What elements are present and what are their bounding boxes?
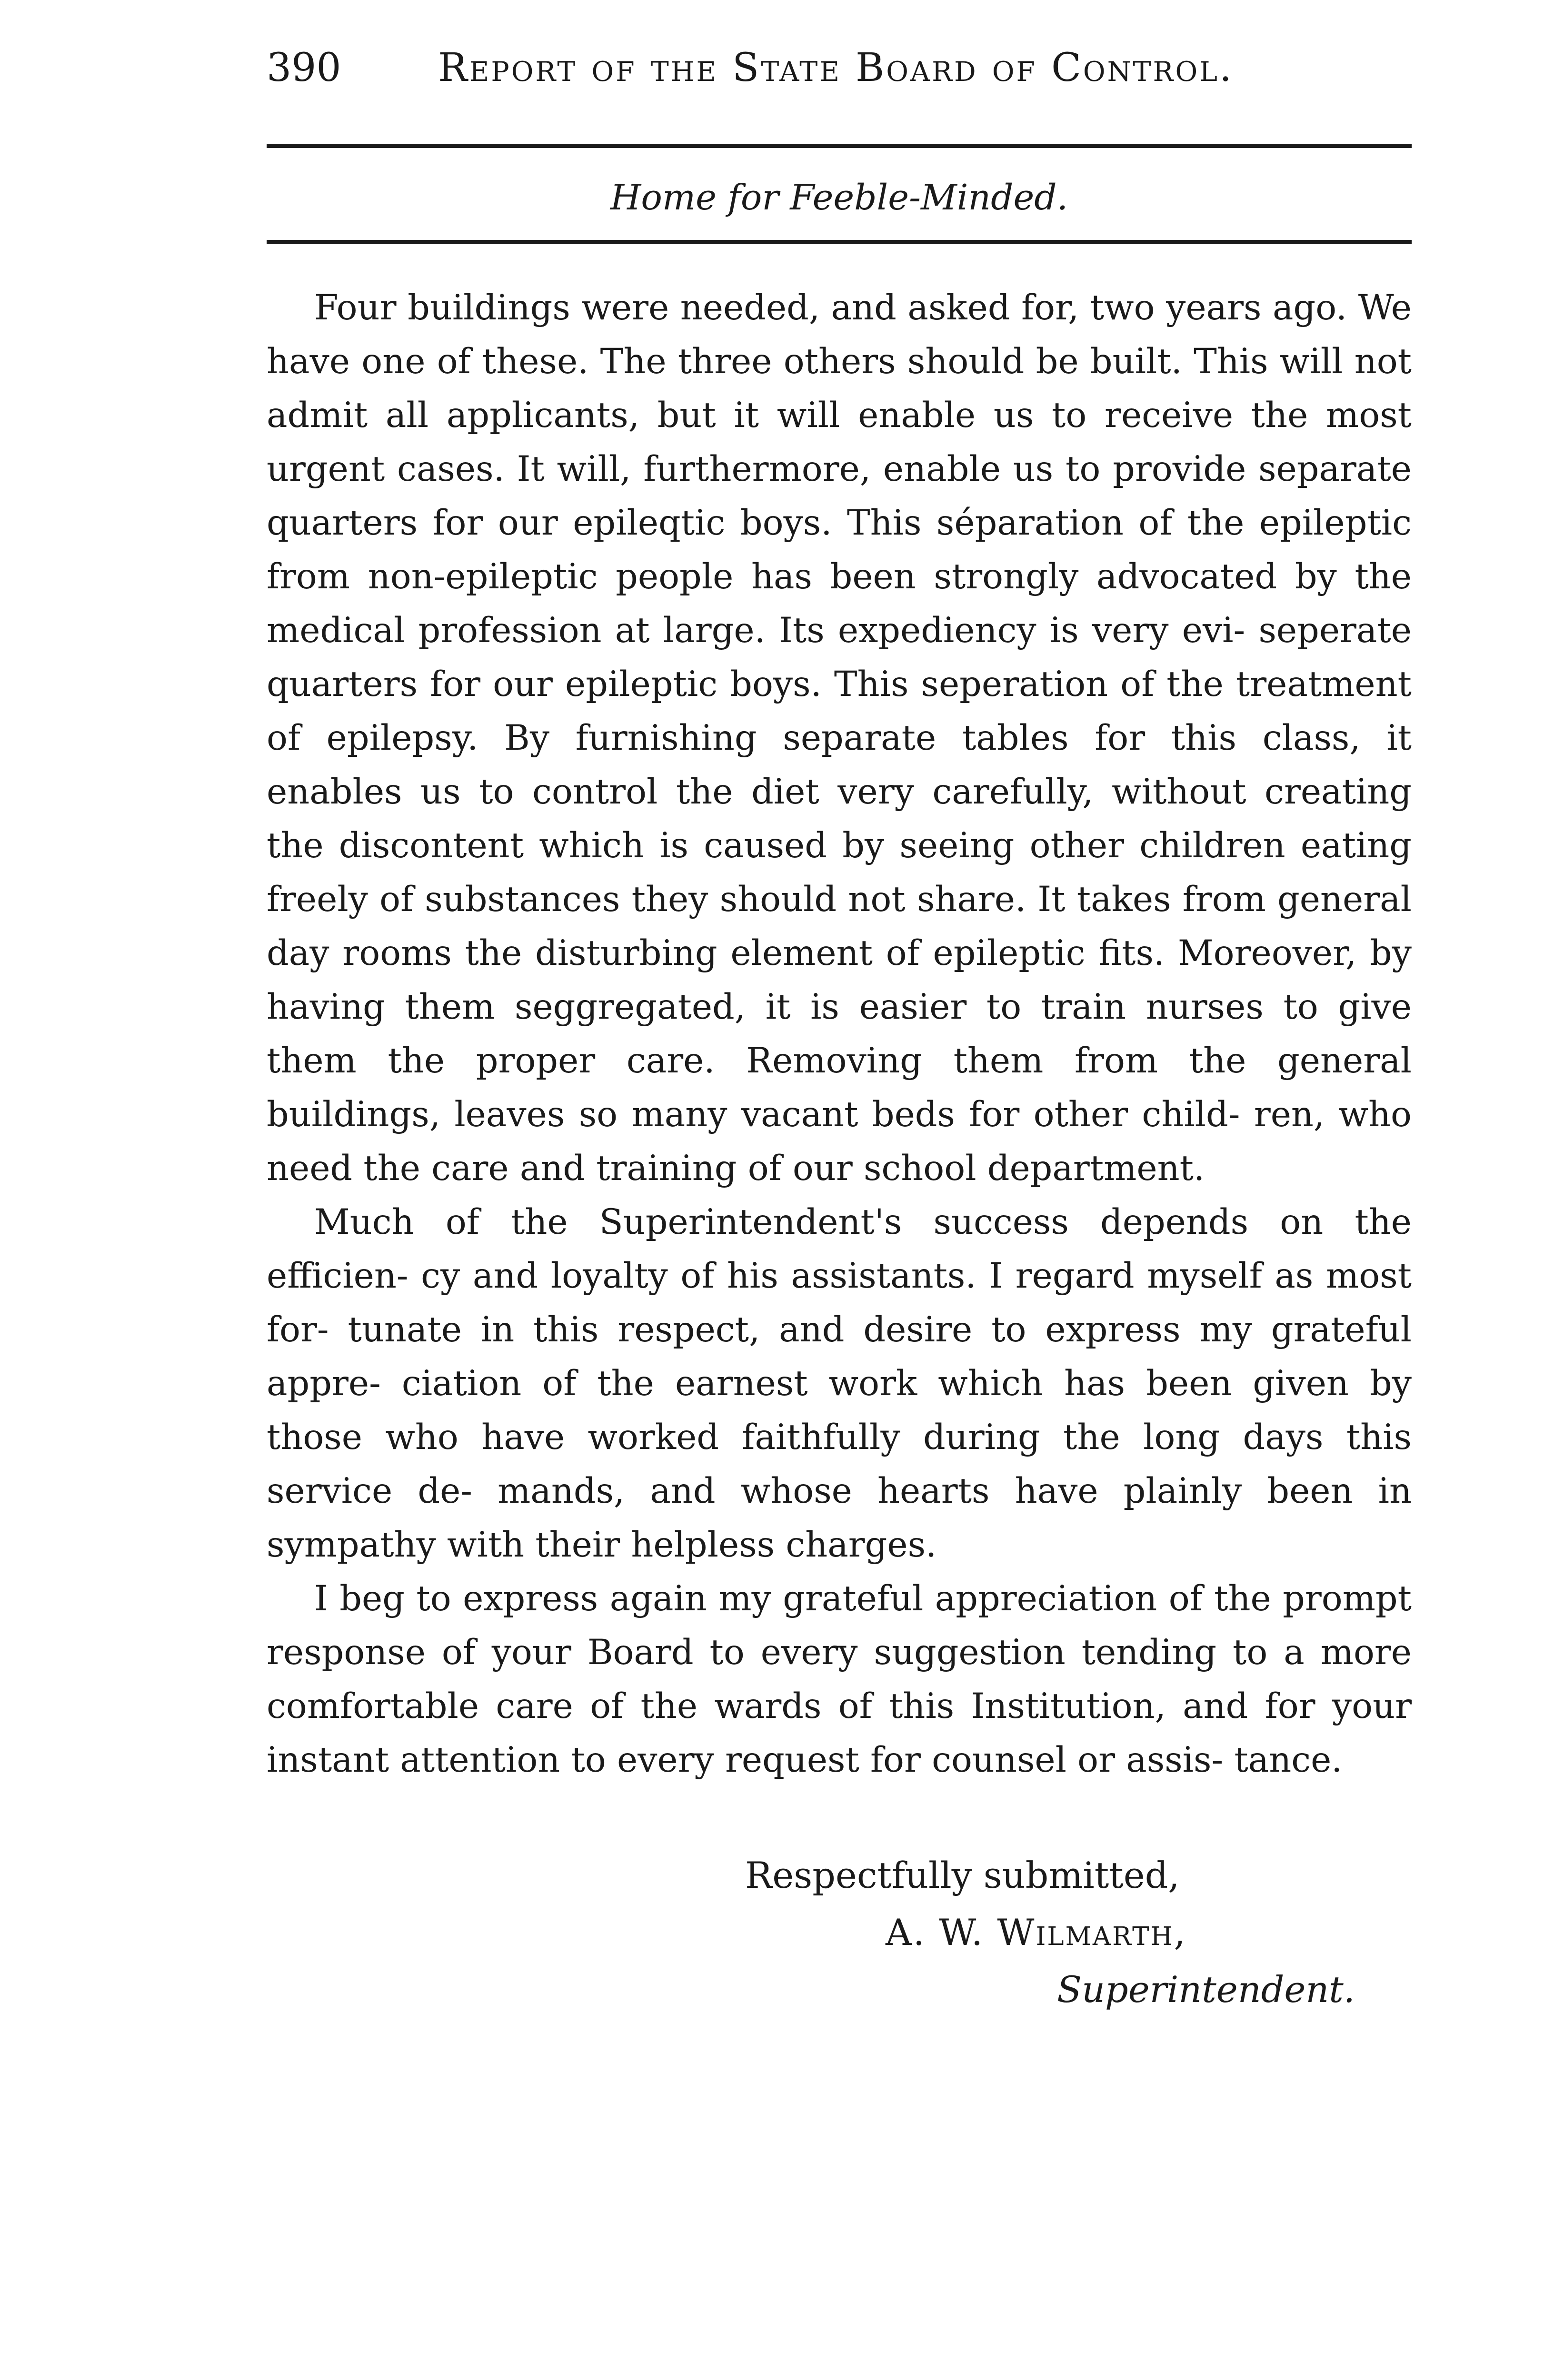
section-title: Home for Feeble-Minded. bbox=[610, 177, 1068, 218]
body-text bbox=[267, 281, 1412, 1787]
closing-line: Respectfully submitted, bbox=[745, 1854, 1180, 1896]
signature-block bbox=[0, 1854, 1554, 2044]
page-number: 390 bbox=[267, 45, 341, 90]
top-rule bbox=[267, 144, 1412, 148]
paragraph-buildings: Four buildings were needed, and asked for, two years ago. We have one of these. The three others should be built. This will not admit all applicants, but it will enable us to receive the most urgent cases. It will, furthermore, enable us to provide separate quarters for our epileqtic boys. This séparation of the epileptic from non-epileptic people has been strongly advocated by the medical profession at large. Its expediency is very evi- seperate quarters for our epileptic boys. This seperation of the treatment of epilepsy. By furnishing separate tables for this class, it enables us to control the diet very carefully, without creating the discontent which is caused by seeing other children eating freely of substances they should not share. It takes from general day rooms the disturbing element of epileptic fits. Moreover, by having them seggregated, it is easier to train nurses to give them the proper care. Removing them from the general buildings, leaves so many vacant beds for other child- ren, who need the care and training of our school department. bbox=[267, 288, 1412, 1189]
signer-title: Superintendent. bbox=[1057, 1968, 1355, 2011]
paragraph-appreciation: I beg to express again my grateful appreciation of the prompt response of your Board to every suggestion tending to a more comfortable care of the wards of this Institution, and for your instant attention to every request for counsel or assis- tance. bbox=[267, 1578, 1412, 1780]
bottom-rule bbox=[267, 240, 1412, 244]
paragraph-assistants: Much of the Superintendent's success depends on the efficien- cy and loyalty of his assistants. I regard myself as most for- tunate in this respect, and desire to express my grateful appre- ciation of the earnest work which has been given by those who have worked faithfully during the long days this service de- mands, and whose hearts have plainly been in sympathy with their helpless charges. bbox=[267, 1202, 1412, 1565]
signer-name: A. W. Wilmarth, bbox=[886, 1911, 1187, 1954]
running-title: Report of the State Board of Control. bbox=[438, 45, 1234, 90]
running-head bbox=[267, 45, 1457, 126]
